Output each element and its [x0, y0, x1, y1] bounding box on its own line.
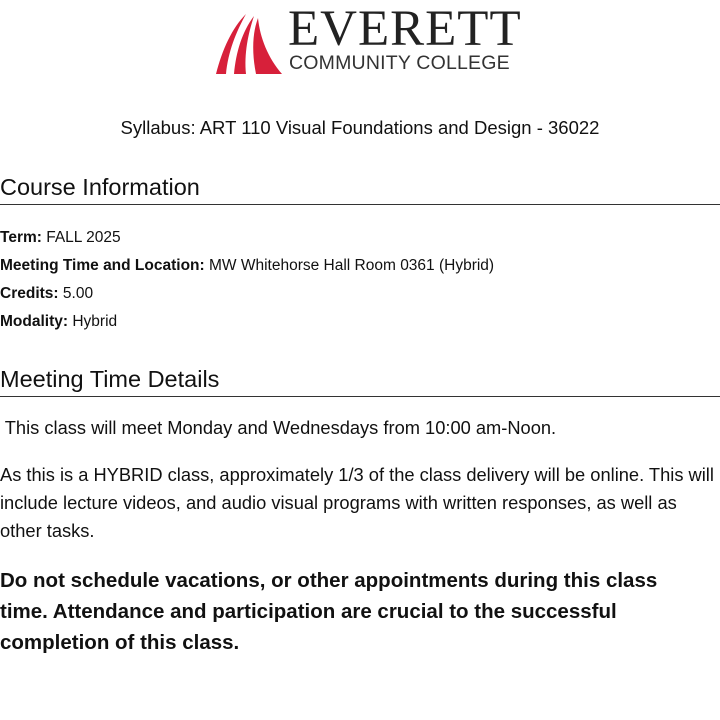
- field-value: 5.00: [62, 285, 94, 302]
- logo-swoosh-icon: [214, 12, 284, 76]
- meeting-schedule-paragraph: This class will meet Monday and Wednesdays from 10:00 am-Noon.: [0, 417, 557, 438]
- field-modality: [0, 308, 494, 336]
- college-logo: [214, 1, 522, 76]
- field-value: Hybrid: [72, 313, 118, 330]
- field-term: [0, 224, 494, 252]
- field-label: Credits:: [0, 285, 59, 302]
- attendance-warning-paragraph: Do not schedule vacations, or other appointments during this class time. Attendance and participation are crucial to the successful completion of this class.: [0, 569, 658, 654]
- field-value: MW Whitehorse Hall Room 0361 (Hybrid): [208, 257, 495, 274]
- hybrid-description-paragraph: As this is a HYBRID class, approximately 1/3 of the class delivery will be online. This will include lecture videos, and audio visual programs with written responses, as well as other tasks.: [0, 464, 714, 541]
- field-credits: [0, 280, 494, 308]
- field-label: Meeting Time and Location:: [0, 257, 205, 274]
- logo-text-everett: EVERETT: [288, 1, 522, 57]
- field-meeting-time-location: [0, 252, 494, 280]
- course-information-heading: Course Information: [0, 174, 720, 205]
- syllabus-title: Syllabus: ART 110 Visual Foundations and Design - 36022: [120, 117, 600, 138]
- field-label: Modality:: [0, 313, 69, 330]
- meeting-time-details-heading: Meeting Time Details: [0, 366, 720, 397]
- field-value: FALL 2025: [46, 229, 121, 246]
- course-info-list: [0, 224, 494, 336]
- logo-text-community-college: COMMUNITY COLLEGE: [289, 52, 510, 74]
- field-label: Term:: [0, 229, 42, 246]
